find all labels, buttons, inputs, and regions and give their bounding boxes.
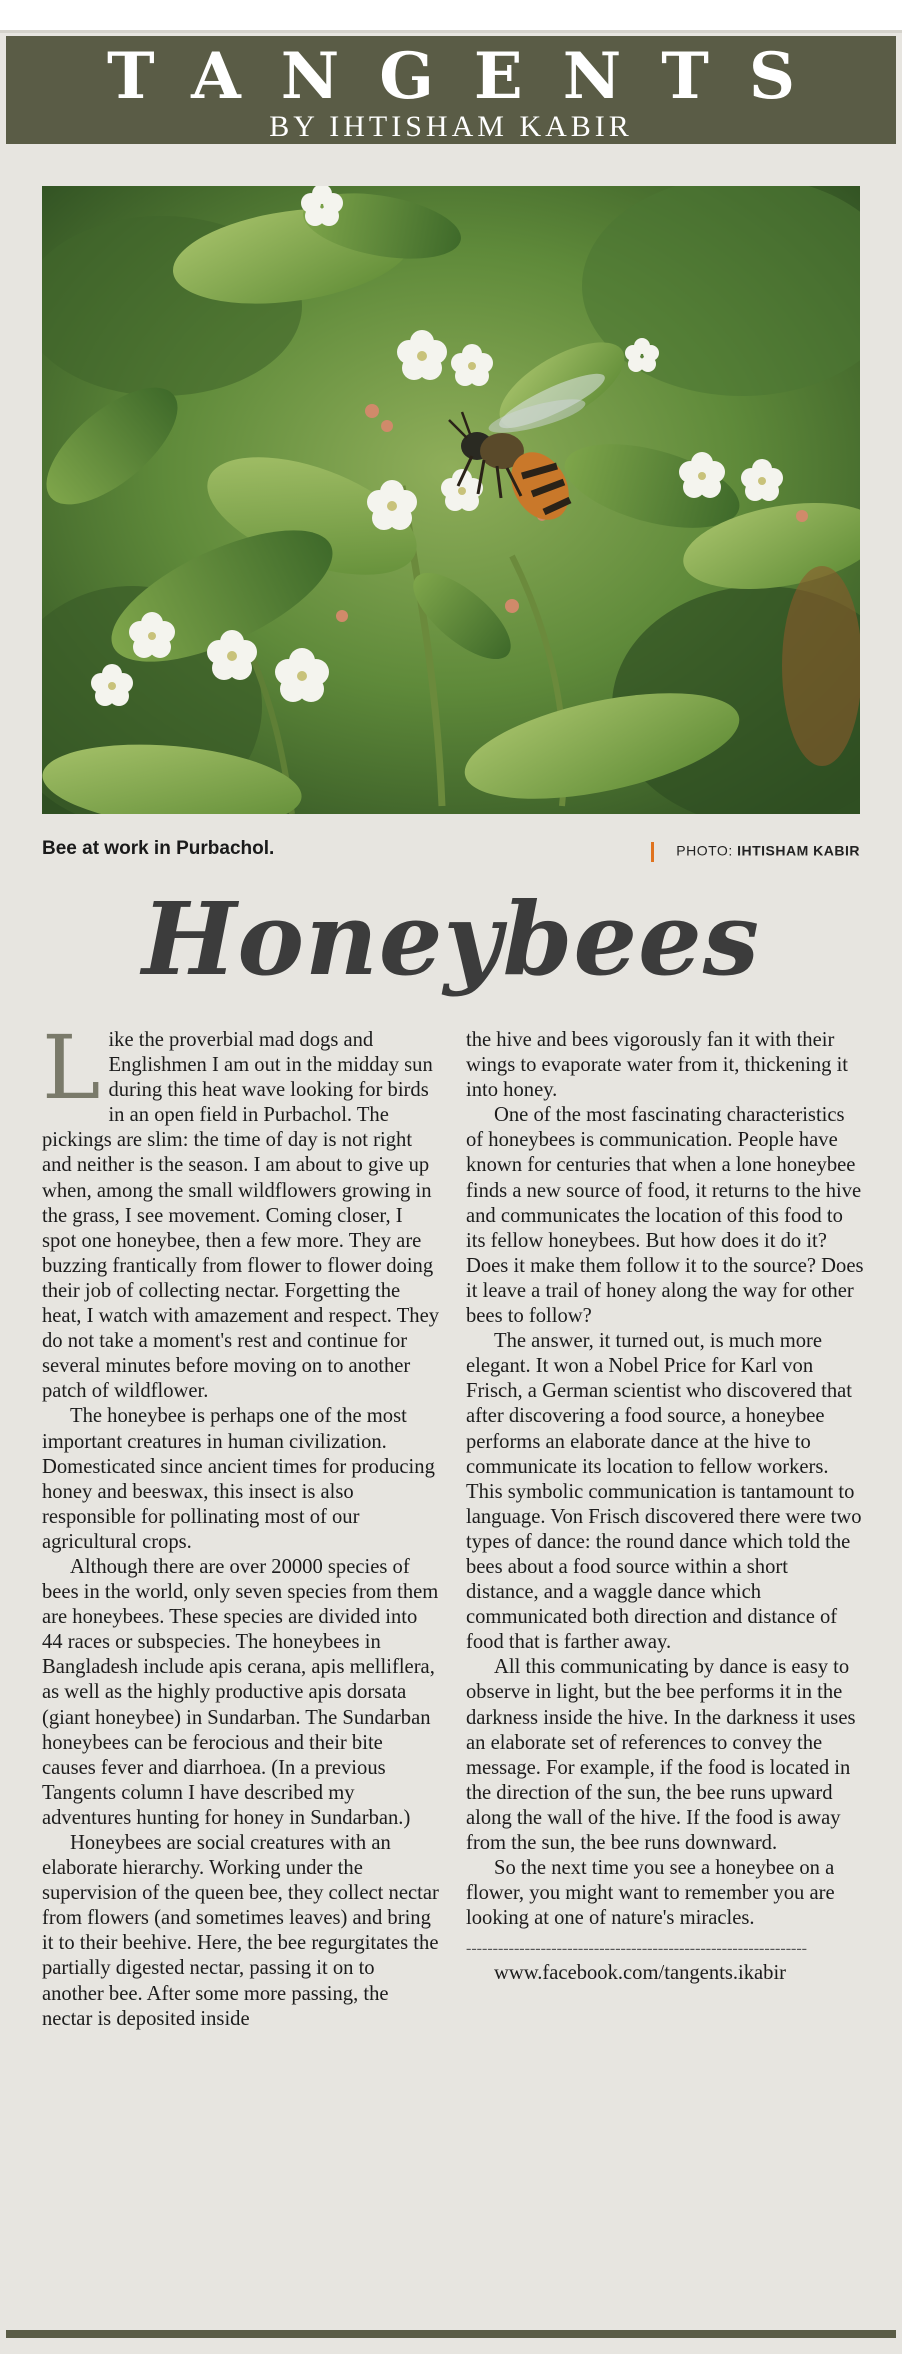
bottom-rule (6, 2330, 896, 2338)
drop-cap: L (42, 1016, 101, 1119)
article-headline: Honeybees (141, 880, 761, 998)
paragraph: The answer, it turned out, is much more elegant. It won a Nobel Price for Karl von Frisch, a German scientist who discovered that after discovering a food source, a honeybee performs an elaborate dance at the hive to communicate its location to fellow workers. This symbolic communication is tantamount to language. Von Frisch discovered there were two types of dance: the round dance which told the bees about a food source within a short distance, and a waggle dance which communicated both direction and distance of food that is farther away. (466, 1330, 862, 1654)
top-rule (0, 0, 902, 33)
article-body (42, 1016, 864, 2032)
paragraph: Like the proverbial mad dogs and Englishmen I am out in the midday sun during this heat wave looking for birds in an open field in Purbachol. The pickings are slim: the time of day is not right and neither is the season. I am about to give up when, among the small wildflowers growing in the grass, I see movement. Coming closer, I spot one honeybee, then a few more. They are buzzing frantically from flower to flower doing their job of collecting nectar. Forgetting the heat, I watch with amazement and respect. They do not take a moment's rest and continue for several minutes before moving on to another patch of wildflower. (42, 1016, 440, 1403)
column-title: TANGENTS (106, 39, 836, 114)
column-right (466, 1028, 864, 2032)
facebook-link[interactable]: www.facebook.com/tangents.ikabir (494, 1962, 787, 1985)
paragraph: All this communicating by dance is easy to observe in light, but the bee performs it in the darkness inside the hive. In the darkness it uses an elaborate set of references to convey the message. For example, if the food is located in the direction of the sun, the bee runs upward along the wall of the hive. If the food is away from the sun, the bee runs downward. (466, 1656, 856, 1854)
paragraph: One of the most fascinating characteristics of honeybees is communication. People have known for centuries that when a lone honeybee finds a new source of food, it returns to the hive and communicates the location of this food to its fellow honeybees. But how does it do it? Does it make them follow it to the source? Does it leave a trail of honey along the way for other bees to follow? (466, 1104, 864, 1328)
photo-credit (651, 842, 860, 862)
divider-line: ---------------------------------------------------------------- (466, 1940, 807, 1958)
credit-label: PHOTO: (676, 842, 733, 859)
photo-caption: Bee at work in Purbachol. (42, 838, 275, 859)
bee-photo (42, 186, 860, 814)
paragraph: the hive and bees vigorously fan it with their wings to evaporate water from it, thickening it into honey. (466, 1029, 849, 1102)
masthead (6, 36, 896, 144)
paragraph: Honeybees are social creatures with an elaborate hierarchy. Working under the supervision of the queen bee, they collect nectar from flowers (and sometimes leaves) and bring it to their beehive. Here, the bee regurgitates the partially digested nectar, passing it on to another bee. After some more passing, the nectar is deposited inside (42, 1832, 439, 2030)
column-left (42, 1016, 440, 2032)
byline: BY IHTISHAM KABIR (269, 110, 633, 143)
credit-accent-bar (651, 842, 654, 862)
paragraph: So the next time you see a honeybee on a flower, you might want to remember you are looking at one of nature's miracles. (466, 1857, 835, 1930)
paragraph: The honeybee is perhaps one of the most important creatures in human civilization. Domesticated since ancient times for producing honey and beeswax, this insect is also responsible for pollinating most of our agricultural crops. (42, 1405, 435, 1553)
credit-name: IHTISHAM KABIR (737, 842, 860, 859)
paragraph: Although there are over 20000 species of bees in the world, only seven species from them are honeybees. These species are divided into 44 races or subspecies. The honeybees in Bangladesh include apis cerana, apis melliflera, as well as the highly productive apis dorsata (giant honeybee) in Sundarban. The Sundarban honeybees can be ferocious and their bite causes fever and diarrhoea. (In a previous Tangents column I have described my adventures hunting for honey in Sundarban.) (42, 1555, 439, 1829)
